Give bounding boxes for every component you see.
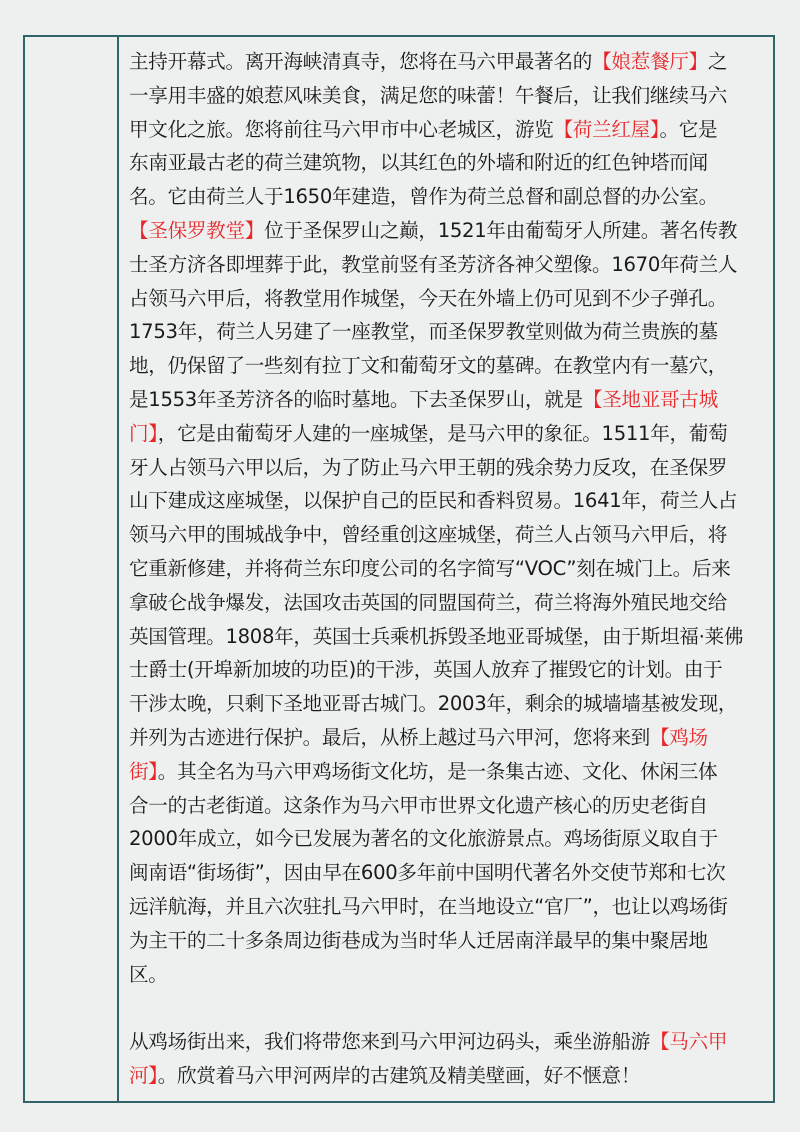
highlighted-place-name: 【娘惹餐厅】 xyxy=(592,50,708,73)
text-segment: 合一的古老街道。这条作为马六甲市世界文化遗产核心的历史老街自 xyxy=(129,793,708,817)
text-segment: 2000年成立，如今已发展为著名的文化旅游景点。鸡场街原义取自于 xyxy=(129,827,718,851)
text-segment: 牙人占领马六甲以后，为了防止马六甲王朝的残余势力反攻，在圣保罗 xyxy=(129,455,728,479)
text-line xyxy=(129,417,743,451)
text-line xyxy=(129,1025,743,1059)
text-line xyxy=(129,383,743,417)
text-line xyxy=(129,1059,743,1093)
text-line xyxy=(129,958,743,992)
description-cell xyxy=(119,37,773,1101)
text-segment: 士圣方济各即埋葬于此，教堂前竖有圣芳济各神父塑像。1670年荷兰人 xyxy=(129,252,738,276)
text-line xyxy=(129,518,743,552)
highlighted-place-name: 街】 xyxy=(129,759,158,783)
text-segment: 。其全名为马六甲鸡场街文化坊，是一条集古迹、文化、休闲三体 xyxy=(157,759,718,783)
text-line xyxy=(129,586,743,620)
text-segment: 之 xyxy=(707,50,728,73)
text-line xyxy=(129,180,743,214)
text-line xyxy=(129,721,743,755)
text-segment: 地，仍保留了一些刻有拉丁文和葡萄牙文的墓碑。在教堂内有一墓穴， xyxy=(129,354,728,378)
text-segment: 领马六甲的围城战争中，曾经重创这座城堡，荷兰人占领马六甲后，将 xyxy=(129,523,728,547)
text-line xyxy=(129,484,743,518)
text-segment: 拿破仑战争爆发，法国攻击英国的同盟国荷兰，荷兰将海外殖民地交给 xyxy=(129,590,728,614)
text-line xyxy=(129,45,743,79)
text-segment: 。欣赏着马六甲河两岸的古建筑及精美壁画，好不惬意！ xyxy=(157,1063,641,1087)
text-line xyxy=(129,620,743,654)
text-segment: 东南亚最古老的荷兰建筑物，以其红色的外墙和附近的红色钟塔而闻 xyxy=(129,151,708,175)
text-line xyxy=(129,890,743,924)
highlighted-place-name: 【马六甲 xyxy=(649,1030,728,1054)
text-line xyxy=(129,315,743,349)
text-line xyxy=(129,282,743,316)
itinerary-table xyxy=(23,35,775,1103)
text-segment: 远洋航海，并且六次驻扎马六甲时，在当地设立“官厂”，也让以鸡场街 xyxy=(129,894,728,918)
text-line xyxy=(129,552,743,586)
text-segment: 1753年，荷兰人另建了一座教堂，而圣保罗教堂则做为荷兰贵族的墓 xyxy=(129,320,718,344)
blank-line xyxy=(129,991,743,1025)
text-line xyxy=(129,146,743,180)
highlighted-place-name: 河】 xyxy=(129,1063,158,1087)
highlighted-place-name: 门】 xyxy=(129,421,158,445)
text-line xyxy=(129,214,743,248)
text-line xyxy=(129,789,743,823)
text-segment: 士爵士(开埠新加坡的功臣)的干涉，英国人放弃了摧毁它的计划。由于 xyxy=(129,658,723,682)
highlighted-place-name: 【鸡场 xyxy=(649,725,708,749)
text-line xyxy=(129,856,743,890)
highlighted-place-name: 【荷兰红屋】 xyxy=(553,117,660,141)
text-segment: 。它是 xyxy=(659,117,718,141)
text-segment: 山下建成这座城堡，以保护自己的臣民和香料贸易。1641年，荷兰人占 xyxy=(129,489,738,513)
text-segment: 区。 xyxy=(129,962,168,986)
text-segment: 从鸡场街出来，我们将带您来到马六甲河边码头，乘坐游船游 xyxy=(129,1030,650,1054)
text-segment: 一享用丰盛的娘惹风味美食，满足您的味蕾！午餐后，让我们继续马六 xyxy=(129,83,728,107)
highlighted-place-name: 【圣地亚哥古城 xyxy=(582,387,718,411)
text-line xyxy=(129,451,743,485)
text-segment: 它重新修建，并将荷兰东印度公司的名字简写“VOC”刻在城门上。后来 xyxy=(129,556,731,580)
text-segment: 并列为古迹进行保护。最后，从桥上越过马六甲河，您将来到 xyxy=(129,725,650,749)
text-line xyxy=(129,653,743,687)
text-line xyxy=(129,822,743,856)
text-line xyxy=(129,349,743,383)
text-segment: 为主干的二十多条周边街巷成为当时华人迁居南洋最早的集中聚居地 xyxy=(129,928,708,952)
text-segment: 闽南语“街场街”，因由早在600多年前中国明代著名外交使节郑和七次 xyxy=(129,861,726,885)
text-segment: 甲文化之旅。您将前往马六甲市中心老城区，游览 xyxy=(129,117,554,141)
text-segment: 位于圣保罗山之巅，1521年由葡萄牙人所建。著名传教 xyxy=(264,218,738,242)
text-segment: 干涉太晚，只剩下圣地亚哥古城门。2003年，剩余的城墙墙基被发现， xyxy=(129,692,738,716)
text-segment: ，它是由葡萄牙人建的一座城堡，是马六甲的象征。1511年，葡萄 xyxy=(157,421,728,445)
text-segment: 名。它由荷兰人于1650年建造，曾作为荷兰总督和副总督的办公室。 xyxy=(129,185,718,209)
text-segment: 占领马六甲后，将教堂用作城堡，今天在外墙上仍可见到不少子弹孔。 xyxy=(129,286,728,310)
day-label-cell xyxy=(25,37,119,1101)
text-line xyxy=(129,79,743,113)
text-segment: 英国管理。1808年，英国士兵乘机拆毁圣地亚哥城堡，由于斯坦福·莱佛 xyxy=(129,624,744,648)
text-line xyxy=(129,687,743,721)
text-line xyxy=(129,113,743,147)
highlighted-place-name: 【圣保罗教堂】 xyxy=(129,218,265,242)
itinerary-description xyxy=(129,45,743,1093)
text-line xyxy=(129,924,743,958)
text-line xyxy=(129,755,743,789)
text-segment: 是1553年圣芳济各的临时墓地。下去圣保罗山，就是 xyxy=(129,387,583,411)
text-segment: 主持开幕式。离开海峡清真寺，您将在马六甲最著名的 xyxy=(129,50,593,73)
text-line xyxy=(129,248,743,282)
